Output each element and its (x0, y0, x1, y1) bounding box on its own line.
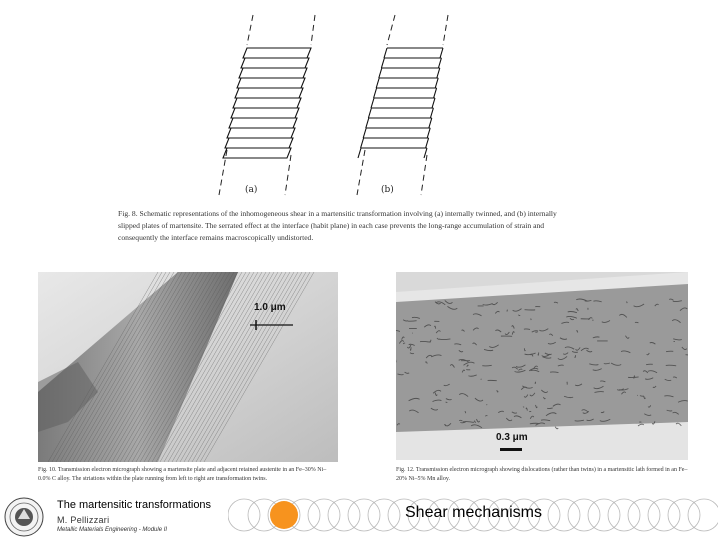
footer-title: The martensitic transformations (57, 499, 212, 511)
label-b: (b) (381, 185, 394, 195)
slide-heading: Shear mechanisms (405, 504, 542, 521)
micrograph-right-caption: Fig. 12. Transmission electron micrograph showing dislocations (rather than twins) in a martensitic lath formed in an Fe–20% Ni–5% Mn alloy. (396, 467, 688, 482)
micrograph-twinned (38, 272, 338, 462)
micrograph-left-caption: Fig. 10. Transmission electron micrograph showing a martensite plate and adjacent retained austenite in an Fe–30% Ni–0.0% C alloy. The striations within the plate running from left to right are transformation twins. (38, 467, 327, 482)
figure-caption: Fig. 8. Schematic representations of the inhomogeneous shear in a martensitic transformation involving (a) internally twinned, and (b) internally slipped plates of martensite. The serrated effect at the interface (habit plane) in each case prevents the long-range accumulation of strain and consequently the interface remains macroscopically undistorted. (118, 209, 557, 242)
scale-bar-label: 1.0 μm (254, 302, 286, 313)
micrograph-dislocations (396, 272, 688, 460)
footer-course: Metallic Materials Engineering - Module II (57, 527, 168, 533)
schematic-figure (205, 10, 455, 200)
label-a: (a) (245, 185, 258, 195)
university-seal-icon (4, 497, 44, 537)
scale-bar-label: 0.3 μm (496, 432, 528, 443)
footer-author: M. Pellizzari (57, 515, 110, 525)
